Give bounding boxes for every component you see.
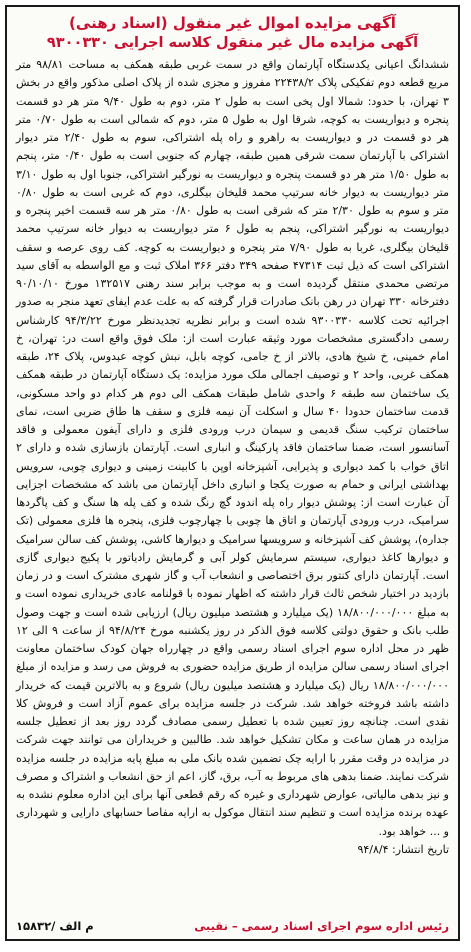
reference-number: ۱۵۸۳۲/ م الف xyxy=(16,919,94,933)
notice-title: آگهی مزایده اموال غیر منقول (اسناد رهنی) xyxy=(69,14,396,32)
notice-subtitle: آگهی مزایده مال غیر منقول کلاسه اجرایی ۹۳۰۰۳۳۰ xyxy=(46,35,419,51)
notice-body: ششدانگ اعیانی یکدستگاه آپارتمان واقع در سمت غربی طبقه همکف به مساحت ۹۸/۸۱ متر مربع قطعه دوم تفکیکی پلاک ۲۲۴۳۸/۲ مفروز و مجزی شده از پلاک اصلی مذکور واقع در بخش ۳ تهران، با حدود: شمالا اول پخی است به طول ۲ متر، دوم به طول ۹/۴۰ متر هر دو قسمت پنجره و دیواریست به کوچه، شرقا اول به طول ۵ متر، دوم که شمالی است به طول ۰/۷۰ متر هر دو قسمت در و دیواریست به راهرو و راه پله اشتراکی، سوم به طول ۲/۴۰ متر دیوار اشتراکی با آپارتمان سمت شرقی همین طبقه، چهارم که جنوبی است به طول ۰/۴۰ متر، پنجم به طول ۱/۵۰ متر هر دو قسمت پنجره و دیواریست به نورگیر اشتراکی، جنوبا اول به طول ۳/۱۰ متر دیواریست به دیوار خانه سرتیپ محمد قلیخان بیگلری، دوم که غربی است به طول ۰/۸۰ متر و سوم به طول ۲/۳۰ متر که شرقی است به طول ۰/۸۰ متر هر سه قسمت اخیر پنجره و دیواریست به نورگیر اشتراکی، پنجم به طول ۶ متر دیواریست به دیوار خانه سرتیپ محمد قلیخان بیگلری، غربا به طول ۷/۹۰ متر پنجره و دیواریست به کوچه. کف روی عرصه و سقف اشتراکی است که ذیل ثبت ۴۷۳۱۴ صفحه ۳۴۹ دفتر ۳۶۶ املاک ثبت و مع الواسطه به آقای سید مرتضی محمدی منتقل گردیده است و به موجب برابر سند رهنی ۱۳۲۵۱۷ مورخ ۹۰/۱۰/۱۰ دفترخانه ۳۳۰ تهران در رهن بانک صادرات قرار گرفته که به علت عدم ایفای تعهد منجر به صدور اجرائیه تحت کلاسه ۹۳۰۰۳۳۰ شده است و برابر نظریه تجدیدنظر مورخ ۹۴/۳/۲۲ کارشناس رسمی دادگستری مشخصات مورد وثیقه عبارت است از: ملک فوق واقع است در: تهران، خ امام خمینی، خ شیخ هادی، بالاتر از خ جامی، کوچه بابل، نبش کوچه عبدوس، پلاک ۲۴، طبقه همکف غربی، واحد ۲ و توصیف اجمالی ملک مورد مزایده: یک دستگاه آپارتمان در طبقه همکف یک ساختمان سه طبقه ۶ واحدی شامل طبقات همکف الی دوم هر کدام دو واحد مسکونی، قدمت ساختمان حدودا ۴۰ سال و اسکلت آن نیمه فلزی و سقف ها طاق ضربی است، نمای ساختمان ترکیب سنگ قدیمی و سیمان درب ورودی فلزی و دارای آیفون معمولی و فاقد آسانسور است، ضمنا ساختمان فاقد پارکینگ و انباری است. آپارتمان بازسازی شده و دارای ۲ اتاق خواب با کمد دیواری و پذیرایی، آشپزخانه اوپن با کابینت زمینی و دیواری چوبی، سرویس بهداشتی ایرانی و حمام به صورت یکجا و انباری داخل آپارتمان می باشد که مشخصات اجزایی آن عبارت است از: پوشش دیوار راه پله اندود گچ رنگ شده و کف پله ها سنگ و کف پاگردها سرامیک، درب ورودی آپارتمان و اتاق ها چوبی با چهارچوب فلزی، پنجره ها فلزی معمولی (تک جداره)، پوشش کف آشپزخانه و سرویسها سرامیک و دیوارها کاشی، پوشش کف سالن سرامیک و دیوارها کاغذ دیواری، سیستم سرمایش کولر آبی و گرمایش رادیاتور با پکیج دیواری گازی است. آپارتمان دارای کنتور برق اختصاصی و انشعاب آب و گاز شهری مشترک است و در زمان بازدید در اختیار شخص ثالث قرار داشته که اظهار نموده با قولنامه عادی خریداری نموده است و به مبلغ ۱۸/۸۰۰/۰۰۰/۰۰۰ (یک میلیارد و هشتصد میلیون ریال) ارزیابی شده است و جهت وصول طلب بانک و حقوق دولتی کلاسه فوق الذکر در روز یکشنبه مورخ ۹۴/۸/۲۴ از ساعت ۹ الی ۱۲ ظهر در محل اداره سوم اجرای اسناد رسمی واقع در چهارراه جهان کودک ساختمان معاونت اجرای اسناد رسمی سالن مزایده از طریق مزایده حضوری به فروش می رسد و مزایده از مبلغ ۱۸/۸۰۰/۰۰۰/۰۰۰ ریال (یک میلیارد و هشتصد میلیون ریال) شروع و به بالاترین قیمت که خریدار داشته باشد فروخته خواهد شد. شرکت در جلسه مزایده برای عموم آزاد است و فروش کلا نقدی است. چنانچه روز تعیین شده با تعطیل رسمی مصادف گردد روز بعد از تعطیل جلسه مزایده در همان ساعت و مکان تشکیل خواهد شد. طالبین و خریداران می توانند جهت شرکت در مزایده در وقت مقرر با ارایه چک تضمین شده بانک ملی به مبلغ پایه مزایده در جلسه مزایده شرکت نمایند. ضمنا بدهی های مربوط به آب، برق، گاز، اعم از حق انشعاب و اشتراک و مصرف و نیز بدهی مالیاتی، عوارض شهرداری و غیره که رقم قطعی آنها برای این اداره معلوم نشده به عهده برنده مزایده است و تنظیم سند انتقال موکول به ارایه مفاصا حسابهای دارایی و شهرداری و ... خواهد بود. xyxy=(16,58,450,838)
publish-date: تاریخ انتشار: ۹۴/۸/۴ xyxy=(357,842,449,856)
signatory: رئیس اداره سوم اجرای اسناد رسمی – نقیبی xyxy=(194,919,449,933)
auction-notice xyxy=(5,5,460,941)
notice-footer xyxy=(16,919,449,933)
